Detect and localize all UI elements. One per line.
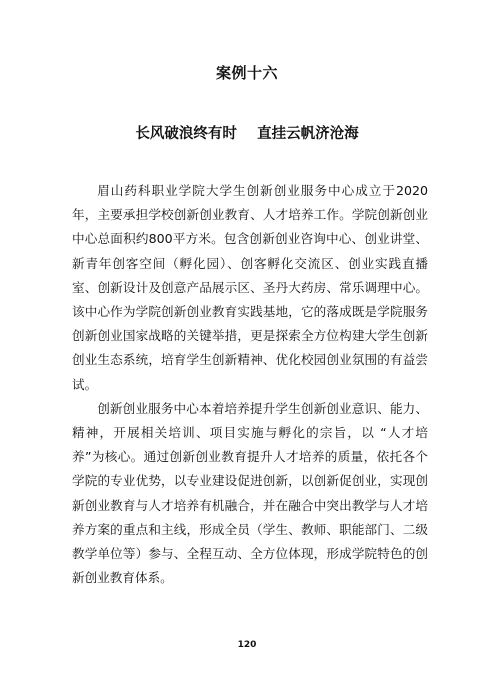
body-text xyxy=(72,179,428,590)
case-title: 案例十六 xyxy=(215,64,278,82)
page-number: 120 xyxy=(237,640,257,650)
page-title: 长风破浪终有时 直挂云帆济沧海 xyxy=(135,126,359,142)
paragraph-1: 眉山药科职业学院大学生创新创业服务中心成立于2020年，主要承担学校创新创业教育、人才培养工作。学院创新创业中心总面积约800平方米。包含创新创业咨询中心、创业讲堂、新青年创客空间（孵化园）、创客孵化交流区、创业实践直播室、创新设计及创意产品展示区、圣丹大药房、常乐调理中心。该中心作为学院创新创业教育实践基地，它的落成既是学院服务创新创业国家战略的关键举措，更是探索全方位构建大学生创新创业生态系统，培育学生创新精神、优化校园创业氛围的有益尝试。 xyxy=(72,183,428,392)
paragraph-2: 创新创业服务中心本着培养提升学生创新创业意识、能力、精神，开展相关培训、项目实施与孵化的宗旨，以 “人才培养”为核心。通过创新创业教育提升人才培养的质量，依托各个学院的专业优势，以专业建设促进创新，以创新促创业，实现创新创业教育与人才培养有机融合，并在融合中突出教学与人才培养方案的重点和主线，形成全员（学生、教师、职能部门、二级教学单位等）参与、全程互动、全方位体现，形成学院特色的创新创业教育体系。 xyxy=(72,400,428,586)
